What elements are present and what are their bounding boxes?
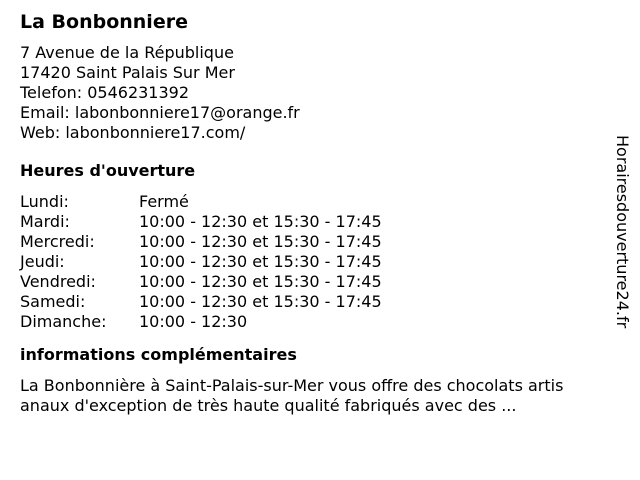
hours-time: 10:00 - 12:30 et 15:30 - 17:45 — [139, 212, 382, 231]
hours-day: Jeudi: — [20, 252, 65, 271]
info-heading: informations complémentaires — [20, 345, 297, 364]
business-name: La Bonbonniere — [20, 11, 188, 33]
info-text-line-1: La Bonbonnière à Saint-Palais-sur-Mer vous offre des chocolats artis — [20, 376, 564, 395]
hours-time: 10:00 - 12:30 et 15:30 - 17:45 — [139, 252, 382, 271]
hours-day: Dimanche: — [20, 312, 107, 331]
phone-line: Telefon: 0546231392 — [20, 83, 190, 102]
hours-day: Mercredi: — [20, 232, 95, 251]
hours-table — [20, 192, 610, 332]
hours-row-lundi — [20, 192, 610, 212]
hours-row-samedi — [20, 292, 610, 312]
hours-day: Mardi: — [20, 212, 70, 231]
hours-day: Samedi: — [20, 292, 86, 311]
hours-row-jeudi — [20, 252, 610, 272]
info-description — [20, 376, 610, 416]
hours-time: 10:00 - 12:30 et 15:30 - 17:45 — [139, 292, 382, 311]
site-watermark: Horairesdouverture24.fr — [613, 135, 632, 329]
hours-time: 10:00 - 12:30 — [139, 312, 248, 331]
business-card — [20, 10, 610, 416]
hours-time: 10:00 - 12:30 et 15:30 - 17:45 — [139, 232, 382, 251]
hours-day: Lundi: — [20, 192, 69, 211]
hours-row-vendredi — [20, 272, 610, 292]
hours-row-mercredi — [20, 232, 610, 252]
web-line: Web: labonbonniere17.com/ — [20, 123, 246, 142]
hours-time: Fermé — [139, 192, 189, 211]
hours-heading: Heures d'ouverture — [20, 161, 196, 180]
email-line: Email: labonbonniere17@orange.fr — [20, 103, 300, 122]
hours-row-dimanche — [20, 312, 610, 332]
contact-block — [20, 43, 610, 143]
info-text-line-2: anaux d'exception de très haute qualité fabriqués avec des ... — [20, 396, 517, 415]
hours-time: 10:00 - 12:30 et 15:30 - 17:45 — [139, 272, 382, 291]
address-line-2: 17420 Saint Palais Sur Mer — [20, 63, 235, 82]
hours-day: Vendredi: — [20, 272, 96, 291]
address-line-1: 7 Avenue de la République — [20, 43, 234, 62]
hours-row-mardi — [20, 212, 610, 232]
